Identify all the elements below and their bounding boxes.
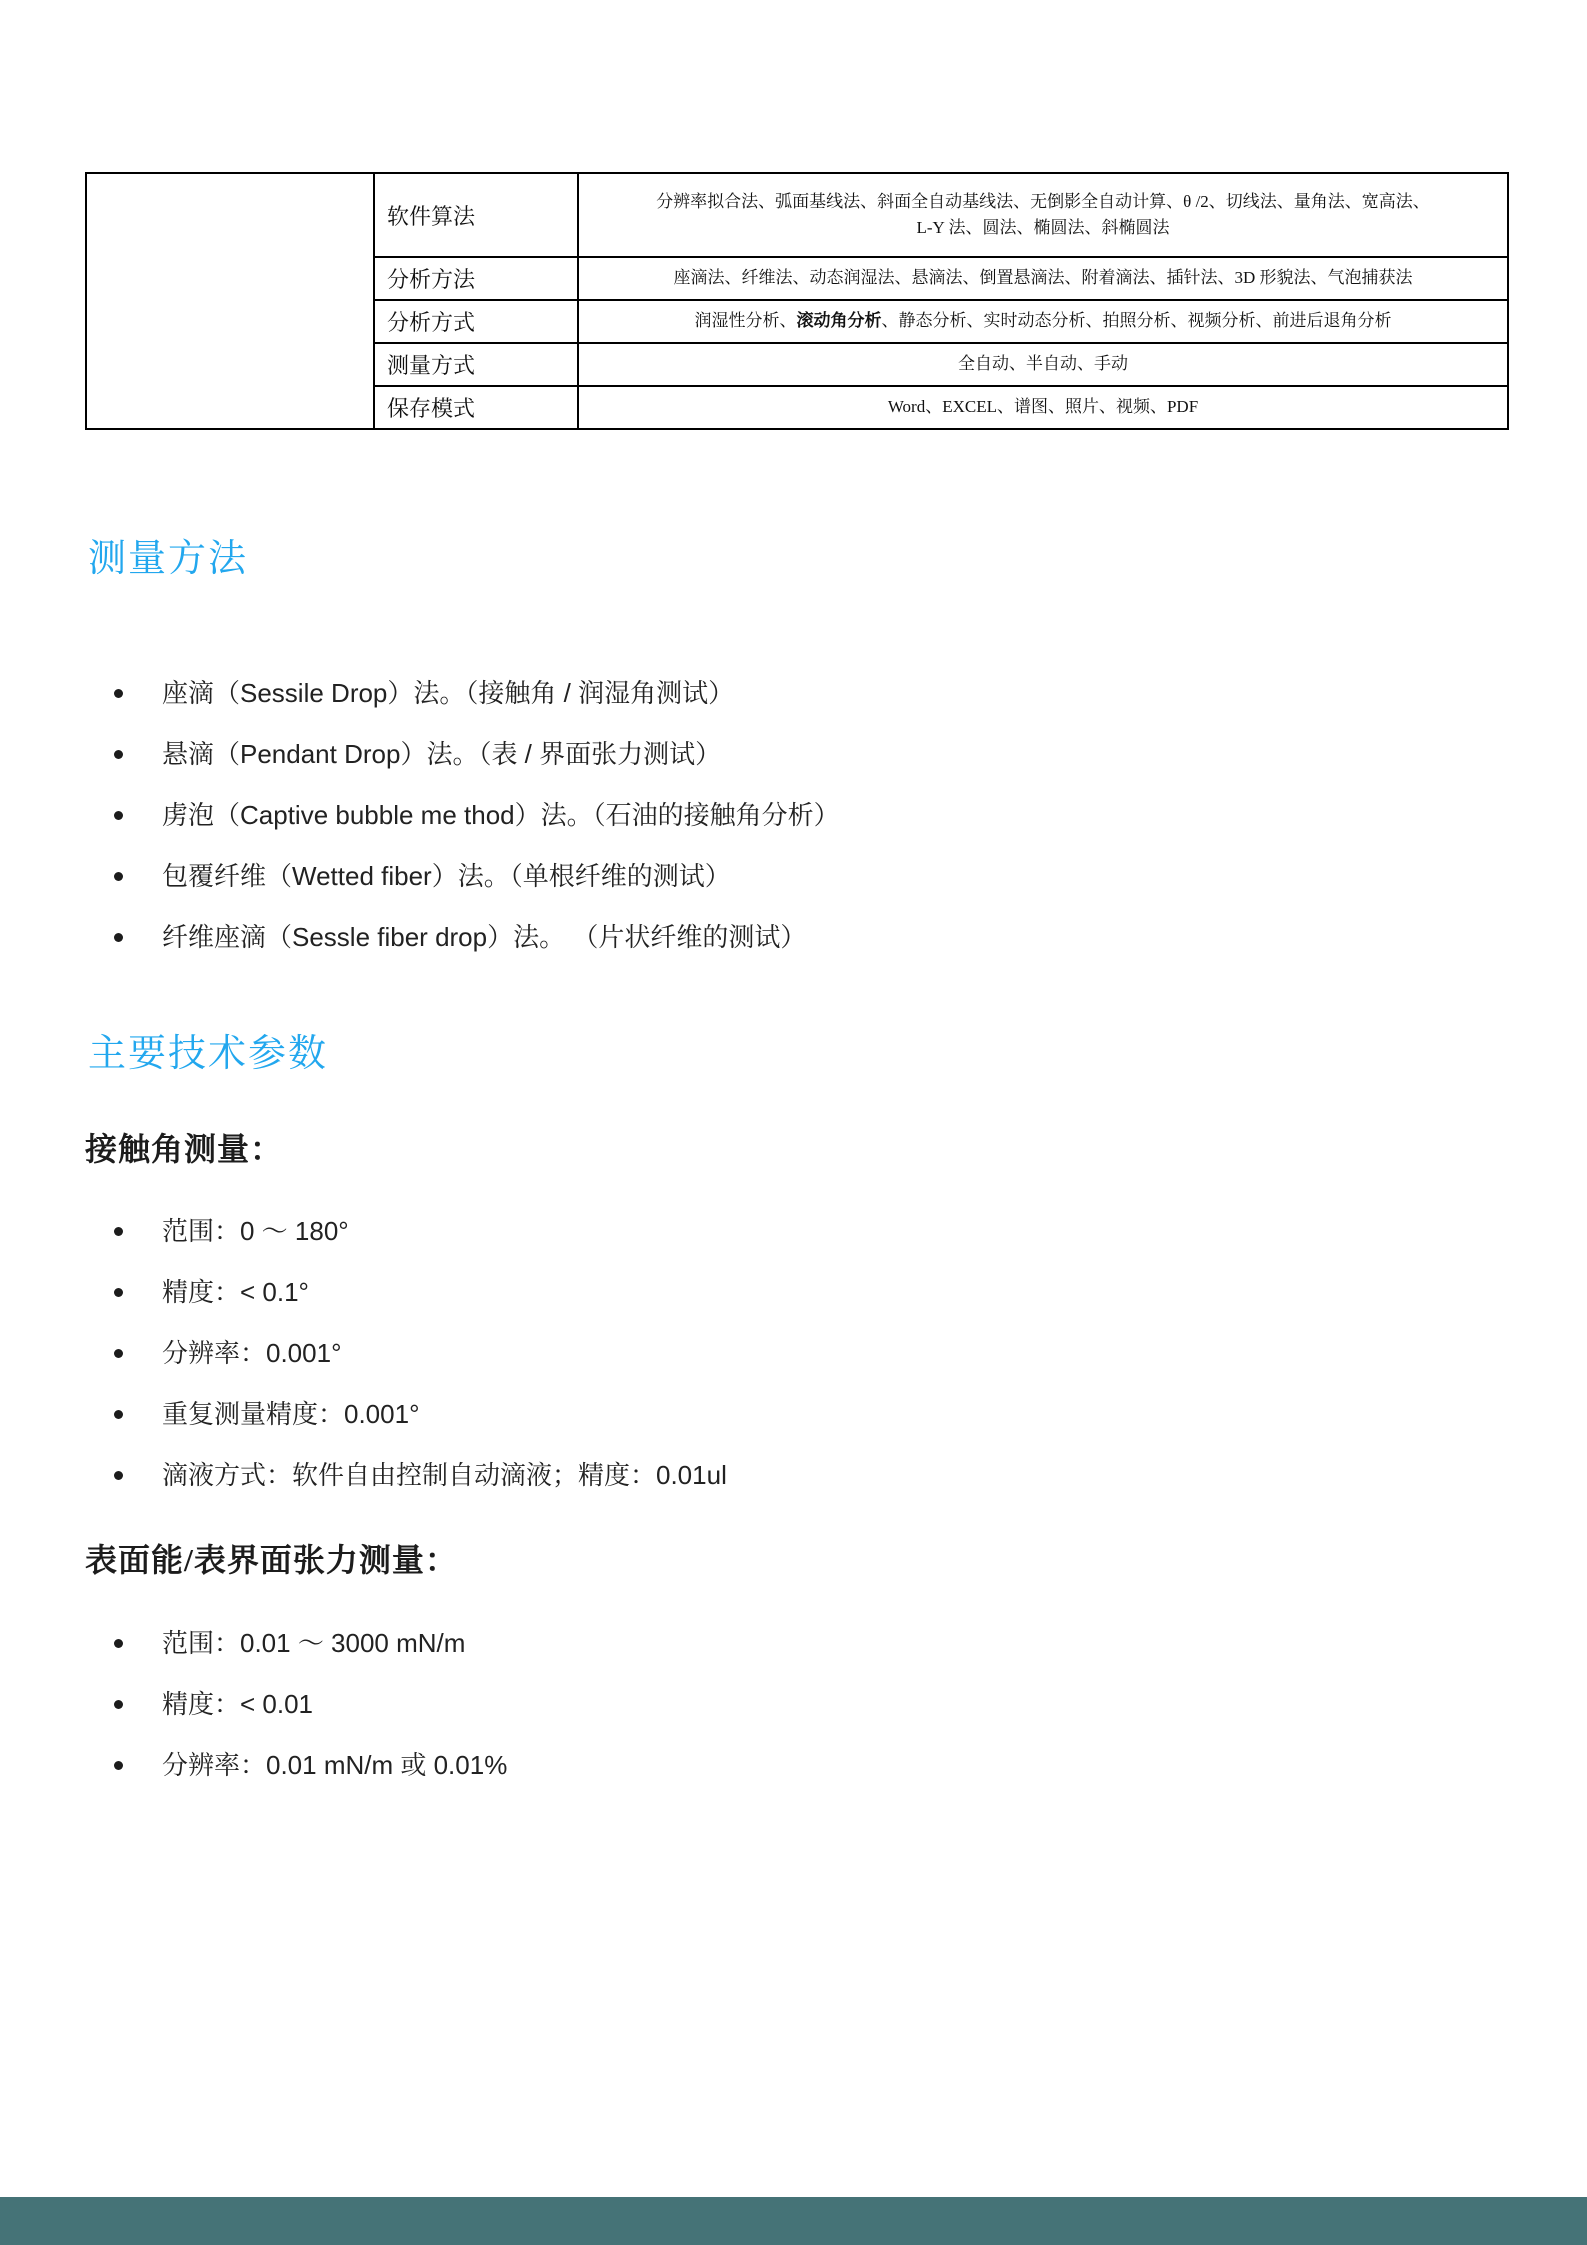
footer-bar	[0, 2197, 1587, 2245]
spec-row-label: 测量方式	[374, 343, 578, 386]
list-item-text: 范围：0 ～ 180°	[162, 1216, 349, 1246]
spec-value-part: 润湿性分析、	[694, 311, 797, 331]
list-item	[112, 739, 840, 769]
list-item-text: 纤维座滴（Sessle fiber drop）法。 （片状纤维的测试）	[162, 922, 807, 952]
list-item	[112, 1750, 507, 1780]
spec-row-value	[578, 173, 1508, 257]
spec-row-label: 分析方式	[374, 300, 578, 343]
spec-row-value	[578, 300, 1508, 343]
list-item	[112, 1338, 727, 1368]
spec-row-value: Word、EXCEL、谱图、照片、视频、PDF	[578, 386, 1508, 429]
spec-value-part: 、静态分析、实时动态分析、拍照分析、视频分析、前进后退角分析	[881, 311, 1392, 331]
list-item-text: 虏泡（Captive bubble me thod）法。（石油的接触角分析）	[162, 800, 840, 830]
list-item	[112, 1689, 507, 1719]
measurement-methods-list	[112, 678, 840, 983]
list-item	[112, 1399, 727, 1429]
surface-tension-list	[112, 1628, 507, 1811]
list-item-text: 分辨率：0.01 mN/m 或 0.01%	[162, 1750, 508, 1780]
spec-row-value: 全自动、半自动、手动	[578, 343, 1508, 386]
list-item-text: 精度：< 0.1°	[162, 1277, 309, 1307]
list-item	[112, 1216, 727, 1246]
list-item	[112, 861, 840, 891]
list-item-text: 分辨率：0.001°	[162, 1338, 342, 1368]
list-item	[112, 1460, 727, 1490]
list-item-text: 范围：0.01 ～ 3000 mN/m	[162, 1628, 466, 1658]
contact-angle-list	[112, 1216, 727, 1521]
list-item	[112, 1628, 507, 1658]
list-item-text: 精度：< 0.01	[162, 1689, 314, 1719]
spec-value-line: 分辨率拟合法、弧面基线法、斜面全自动基线法、无倒影全自动计算、θ /2、切线法、量角法、宽高法、	[656, 191, 1430, 211]
list-item	[112, 800, 840, 830]
spec-value-part-bold: 滚动角分析	[796, 311, 882, 331]
spec-row-label: 软件算法	[374, 173, 578, 257]
list-item-text: 重复测量精度：0.001°	[162, 1399, 420, 1429]
list-item-text: 滴液方式：软件自由控制自动滴液；精度：0.01ul	[162, 1460, 727, 1490]
list-item	[112, 922, 840, 952]
list-item	[112, 1277, 727, 1307]
spec-row-label: 分析方法	[374, 257, 578, 300]
spec-value-line: L-Y 法、圆法、椭圆法、斜椭圆法	[916, 218, 1170, 237]
list-item-text: 悬滴（Pendant Drop）法。（表 / 界面张力测试）	[162, 739, 722, 769]
list-item	[112, 678, 840, 708]
section-heading-technical-params: 主要技术参数	[88, 1033, 329, 1075]
table-row	[86, 173, 1508, 257]
subheading-surface-tension: 表面能/表界面张力测量：	[85, 1542, 458, 1578]
list-item-text: 座滴（Sessile Drop）法。（接触角 / 润湿角测试）	[162, 678, 735, 708]
spec-row-value: 座滴法、纤维法、动态润湿法、悬滴法、倒置悬滴法、附着滴法、插针法、3D 形貌法、气泡捕获法	[578, 257, 1508, 300]
spec-row-label: 保存模式	[374, 386, 578, 429]
list-item-text: 包覆纤维（Wetted fiber）法。（单根纤维的测试）	[162, 861, 731, 891]
spec-table	[85, 172, 1509, 430]
section-heading-measurement-methods: 测量方法	[88, 538, 249, 580]
spec-empty-cell	[86, 173, 374, 429]
subheading-contact-angle: 接触角测量：	[85, 1131, 284, 1167]
